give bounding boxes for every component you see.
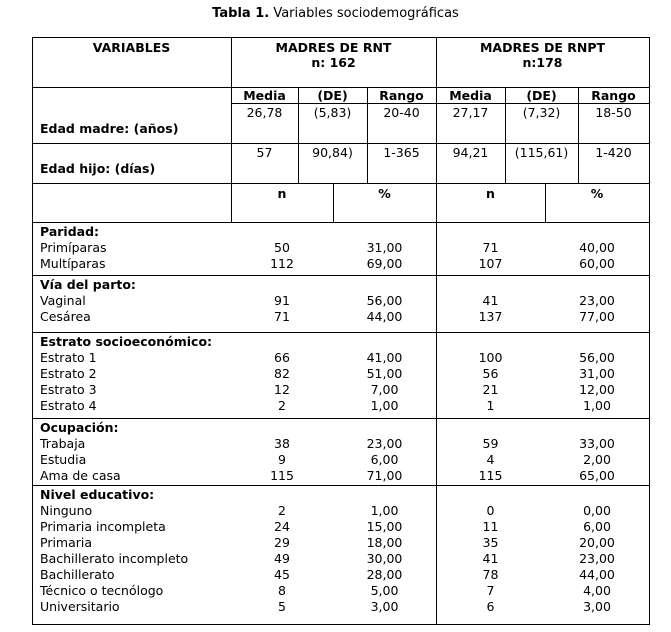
- value-cell: 41,00: [366, 350, 403, 365]
- header-rnt-title: MADRES DE RNT: [275, 40, 392, 55]
- table-left-border: [32, 37, 33, 625]
- group-title: Estrato socioeconómico:: [40, 334, 213, 349]
- value-cell: 65,00: [579, 468, 615, 483]
- value-cell: 60,00: [579, 256, 615, 271]
- row-label: Trabaja: [40, 436, 86, 451]
- value-cell: 1: [486, 398, 495, 413]
- row-label: Estrato 4: [40, 398, 97, 413]
- value-cell: 112: [270, 256, 294, 271]
- row-rule: [32, 143, 650, 144]
- value-cell: (5,83): [313, 105, 352, 120]
- value-cell: (115,61): [514, 145, 569, 160]
- value-cell: 44,00: [366, 309, 403, 324]
- value-cell: 94,21: [452, 145, 489, 160]
- value-cell: 11: [482, 519, 499, 534]
- subheader-cell: (DE): [317, 88, 348, 103]
- row-label: Estrato 1: [40, 350, 97, 365]
- count-header-cell: n: [277, 186, 287, 201]
- group-rule: [32, 485, 650, 486]
- subheader-cell: Rango: [591, 88, 636, 103]
- group-rule: [32, 332, 650, 333]
- group-rule: [32, 418, 650, 419]
- row-label: Primaria incompleta: [40, 519, 166, 534]
- row-label: Bachillerato incompleto: [40, 551, 189, 566]
- subheader-cell: Rango: [379, 88, 424, 103]
- group-title: Paridad:: [40, 224, 100, 239]
- value-cell: 5,00: [370, 583, 399, 598]
- value-cell: 15,00: [366, 519, 403, 534]
- table-bottom-border: [32, 624, 650, 625]
- row-label: Edad madre: (años): [40, 121, 179, 136]
- value-cell: 0: [486, 503, 495, 518]
- value-cell: 1,00: [370, 503, 399, 518]
- value-cell: 71: [482, 240, 499, 255]
- value-cell: 7,00: [370, 382, 399, 397]
- value-cell: 1,00: [583, 398, 611, 413]
- row-label: Técnico o tecnólogo: [40, 583, 164, 598]
- value-cell: 1-365: [383, 145, 420, 160]
- value-cell: 4: [486, 452, 495, 467]
- value-cell: 9: [278, 452, 286, 467]
- value-cell: 28,00: [366, 567, 403, 582]
- caption-label: Tabla 1.: [212, 6, 270, 21]
- row-label: Estrato 3: [40, 382, 97, 397]
- value-cell: 31,00: [366, 240, 403, 255]
- value-cell: 1,00: [370, 398, 399, 413]
- value-cell: 41: [482, 551, 499, 566]
- value-cell: 0,00: [583, 503, 611, 518]
- value-cell: 31,00: [579, 366, 615, 381]
- value-cell: 6,00: [583, 519, 611, 534]
- table-right-border: [649, 37, 650, 625]
- value-cell: 69,00: [366, 256, 403, 271]
- value-cell: 4,00: [583, 583, 611, 598]
- group-title: Ocupación:: [40, 420, 119, 435]
- value-cell: 33,00: [579, 436, 615, 451]
- value-cell: 5: [278, 599, 286, 614]
- row-rule: [32, 183, 650, 184]
- value-cell: 100: [478, 350, 503, 365]
- value-cell: 82: [274, 366, 290, 381]
- value-cell: 23,00: [579, 293, 615, 308]
- value-cell: 115: [478, 468, 503, 483]
- value-cell: 38: [274, 436, 290, 451]
- row-label: Multíparas: [40, 256, 106, 271]
- value-cell: 21: [482, 382, 499, 397]
- group-title: Nivel educativo:: [40, 487, 155, 502]
- value-cell: 91: [274, 293, 290, 308]
- value-cell: 7: [486, 583, 495, 598]
- value-cell: 71,00: [366, 468, 403, 483]
- value-cell: 8: [278, 583, 286, 598]
- subheader-cell: (DE): [526, 88, 557, 103]
- value-cell: 1-420: [595, 145, 632, 160]
- table-caption: [0, 6, 671, 21]
- value-cell: 49: [274, 551, 290, 566]
- row-label: Vaginal: [40, 293, 86, 308]
- value-cell: 56,00: [366, 293, 403, 308]
- subheader-cell: Media: [449, 88, 492, 103]
- row-label: Bachillerato: [40, 567, 115, 582]
- value-cell: 3,00: [583, 599, 611, 614]
- value-cell: 27,17: [452, 105, 489, 120]
- row-label: Ama de casa: [40, 468, 121, 483]
- row-label: Primíparas: [40, 240, 107, 255]
- value-cell: 115: [270, 468, 294, 483]
- header-rnpt-title: MADRES DE RNPT: [479, 40, 606, 55]
- value-cell: 56,00: [579, 350, 615, 365]
- value-cell: 45: [274, 567, 290, 582]
- table-top-border: [32, 37, 650, 38]
- value-cell: 12: [274, 382, 290, 397]
- row-label: Edad hijo: (días): [40, 161, 156, 176]
- value-cell: (7,32): [522, 105, 561, 120]
- header-rnt-n: n: 162: [311, 55, 356, 70]
- header-rnpt-n: n:178: [522, 55, 563, 70]
- value-cell: 29: [274, 535, 290, 550]
- value-cell: 90,84): [312, 145, 353, 160]
- row-label: Ninguno: [40, 503, 93, 518]
- row-label: Cesárea: [40, 309, 91, 324]
- value-cell: 3,00: [370, 599, 399, 614]
- caption-text: Variables sociodemográficas: [273, 6, 459, 21]
- value-cell: 40,00: [579, 240, 615, 255]
- row-label: Estrato 2: [40, 366, 97, 381]
- value-cell: 66: [274, 350, 290, 365]
- value-cell: 137: [478, 309, 503, 324]
- value-cell: 78: [482, 567, 499, 582]
- value-cell: 24: [274, 519, 290, 534]
- row-label: Universitario: [40, 599, 120, 614]
- value-cell: 44,00: [579, 567, 615, 582]
- value-cell: 23,00: [579, 551, 615, 566]
- value-cell: 71: [274, 309, 290, 324]
- header-variables: VARIABLES: [92, 40, 171, 55]
- count-header-rule: [32, 222, 650, 223]
- count-header-cell: %: [590, 186, 604, 201]
- group-title: Vía del parto:: [40, 277, 136, 292]
- value-cell: 12,00: [579, 382, 615, 397]
- group-rule: [32, 275, 650, 276]
- value-cell: 30,00: [366, 551, 403, 566]
- value-cell: 26,78: [246, 105, 283, 120]
- value-cell: 56: [482, 366, 499, 381]
- value-cell: 57: [256, 145, 273, 160]
- count-header-cell: n: [486, 186, 495, 201]
- value-cell: 20-40: [383, 105, 420, 120]
- value-cell: 2: [278, 398, 286, 413]
- value-cell: 20,00: [579, 535, 615, 550]
- value-cell: 18-50: [595, 105, 632, 120]
- value-cell: 23,00: [366, 436, 403, 451]
- subheader-cell: Media: [243, 88, 286, 103]
- row-label: Primaria: [40, 535, 93, 550]
- value-cell: 59: [482, 436, 499, 451]
- value-cell: 41: [482, 293, 499, 308]
- value-cell: 6,00: [370, 452, 399, 467]
- value-cell: 77,00: [579, 309, 615, 324]
- value-cell: 6: [486, 599, 495, 614]
- count-header-cell: %: [378, 186, 391, 201]
- value-cell: 50: [274, 240, 290, 255]
- value-cell: 2: [278, 503, 286, 518]
- value-cell: 35: [482, 535, 499, 550]
- row-label: Estudia: [40, 452, 87, 467]
- value-cell: 51,00: [366, 366, 403, 381]
- value-cell: 107: [478, 256, 503, 271]
- value-cell: 2,00: [583, 452, 611, 467]
- value-cell: 18,00: [366, 535, 403, 550]
